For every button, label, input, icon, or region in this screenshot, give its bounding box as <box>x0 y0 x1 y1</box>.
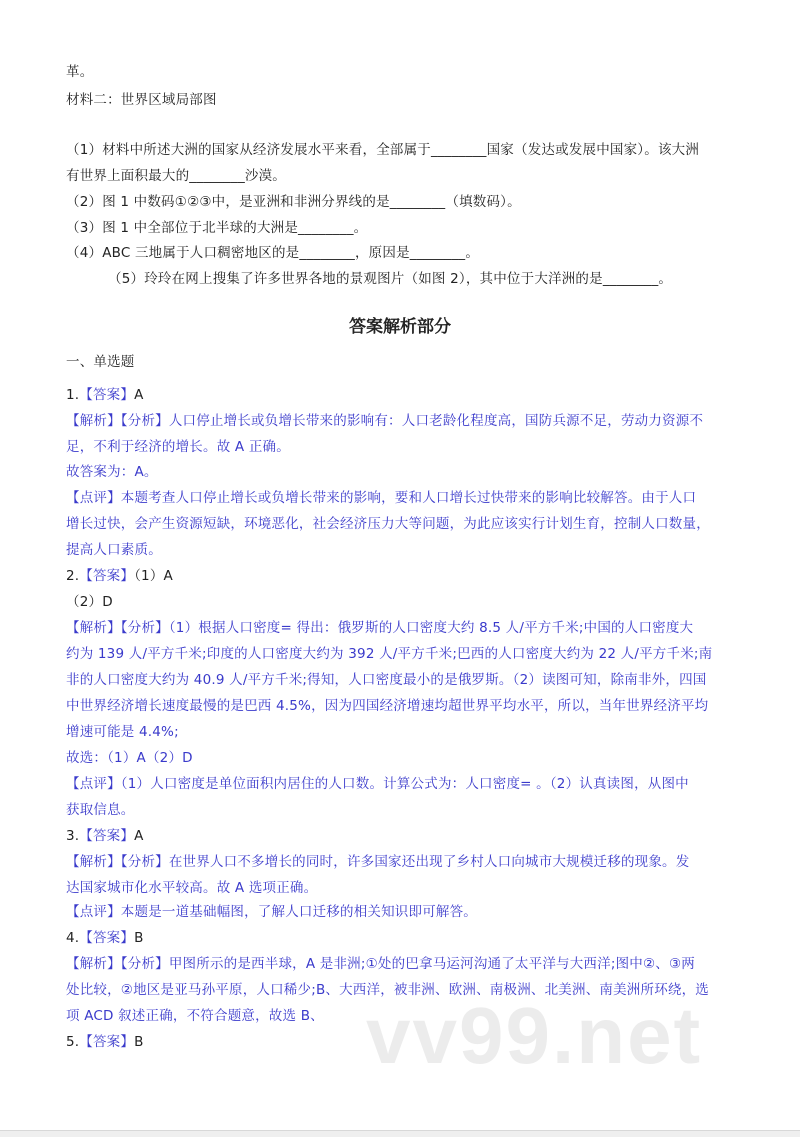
explanation-line: 处比较，②地区是亚马孙平原，人口稀少;B、大西洋，被非洲、欧洲、南极洲、北美洲、南美洲所环绕，选 <box>66 982 710 998</box>
explanation-line: 增速可能是 4.4%; <box>66 724 179 740</box>
answer-tag: 【答案】 <box>79 1034 135 1050</box>
explanation-line: 中世界经济增长速度最慢的是巴西 4.5%，因为四国经济增速均超世界平均水平，所以，当年世界经济平均 <box>66 698 709 714</box>
explanation-line: 故选：（1）A（2）D <box>66 750 193 766</box>
question-1-line-2: 有世界上面积最大的________沙漠。 <box>66 168 286 184</box>
answer-number: 1. <box>66 387 80 403</box>
explanation-line: 非的人口密度大约为 40.9 人/平方千米;得知，人口密度最小的是俄罗斯。（2）读图可知，除南非外，四国 <box>66 672 707 688</box>
explanation-line: 故答案为：A。 <box>66 464 158 480</box>
explanation-line: 【解析】【分析】在世界人口不多增长的同时，许多国家还出现了乡村人口向城市大规模迁移的现象。发 <box>66 854 690 870</box>
comment-line: 【点评】本题是一道基础幅图，了解人口迁移的相关知识即可解答。 <box>66 904 477 920</box>
question-1-line-1: （1）材料中所述大洲的国家从经济发展水平来看，全部属于________国家（发达或发展中国家）。该大洲 <box>66 142 700 158</box>
answer-value: B <box>134 1034 144 1050</box>
question-5: （5）玲玲在网上搜集了许多世界各地的景观图片（如图 2），其中位于大洋洲的是________。 <box>108 271 673 287</box>
question-4: （4）ABC 三地属于人口稠密地区的是________，原因是________。 <box>66 245 480 261</box>
page-gap <box>0 1131 800 1137</box>
answer-number: 2. <box>66 568 80 584</box>
explanation-line: 达国家城市化水平较高。故 A 选项正确。 <box>66 880 318 896</box>
section-heading: 一、单选题 <box>66 354 135 370</box>
question-2: （2）图 1 中数码①②③中，是亚洲和非洲分界线的是________（填数码）。 <box>66 194 521 210</box>
answer-tag: 【答案】 <box>79 828 135 844</box>
answer-number: 3. <box>66 828 80 844</box>
explanation-line: 【解析】【分析】人口停止增长或负增长带来的影响有：人口老龄化程度高，国防兵源不足，劳动力资源不 <box>66 413 704 429</box>
answer-2-heading <box>66 566 173 586</box>
comment-line: 【点评】本题考查人口停止增长或负增长带来的影响，要和人口增长过快带来的影响比较解答。由于人口 <box>66 490 697 506</box>
comment-line: 提高人口素质。 <box>66 542 162 558</box>
answer-value: A <box>134 828 144 844</box>
text-line: 革。 <box>66 64 94 80</box>
answer-value: （1）A <box>134 568 173 584</box>
answer-value: B <box>134 930 144 946</box>
answer-value: A <box>134 387 144 403</box>
explanation-line: 项 ACD 叙述正确，不符合题意，故选 B、 <box>66 1008 324 1024</box>
comment-line: 增长过快，会产生资源短缺，环境恶化，社会经济压力大等问题，为此应该实行计划生育，控制人口数量， <box>66 516 710 532</box>
explanation-line: 约为 139 人/平方千米;印度的人口密度大约为 392 人/平方千米;巴西的人口密度大约为 22 人/平方千米;南 <box>66 646 713 662</box>
answer-number: 5. <box>66 1034 80 1050</box>
comment-line: 【点评】（1）人口密度是单位面积内居住的人口数。计算公式为：人口密度= 。（2）认真读图，从图中 <box>66 776 689 792</box>
answer-tag: 【答案】 <box>79 568 135 584</box>
answer-1-heading <box>66 385 144 405</box>
answer-5-heading <box>66 1032 144 1052</box>
material-two-label: 材料二：世界区域局部图 <box>66 92 217 108</box>
answer-tag: 【答案】 <box>79 387 135 403</box>
comment-line: 获取信息。 <box>66 802 135 818</box>
answer-3-heading <box>66 826 144 846</box>
answer-value: （2）D <box>66 594 113 610</box>
explanation-line: 【解析】【分析】（1）根据人口密度= 得出：俄罗斯的人口密度大约 8.5 人/平方千米;中国的人口密度大 <box>66 620 694 636</box>
question-3: （3）图 1 中全部位于北半球的大洲是________。 <box>66 220 368 236</box>
explanation-line: 足，不利于经济的增长。故 A 正确。 <box>66 439 290 455</box>
answer-tag: 【答案】 <box>79 930 135 946</box>
watermark: vv99.net <box>366 991 703 1080</box>
explanation-line: 【解析】【分析】甲图所示的是西半球，A 是非洲;①处的巴拿马运河沟通了太平洋与大西洋;图中②、③两 <box>66 956 695 972</box>
answer-4-heading <box>66 928 144 948</box>
answer-number: 4. <box>66 930 80 946</box>
answers-title: 答案解析部分 <box>349 317 451 337</box>
